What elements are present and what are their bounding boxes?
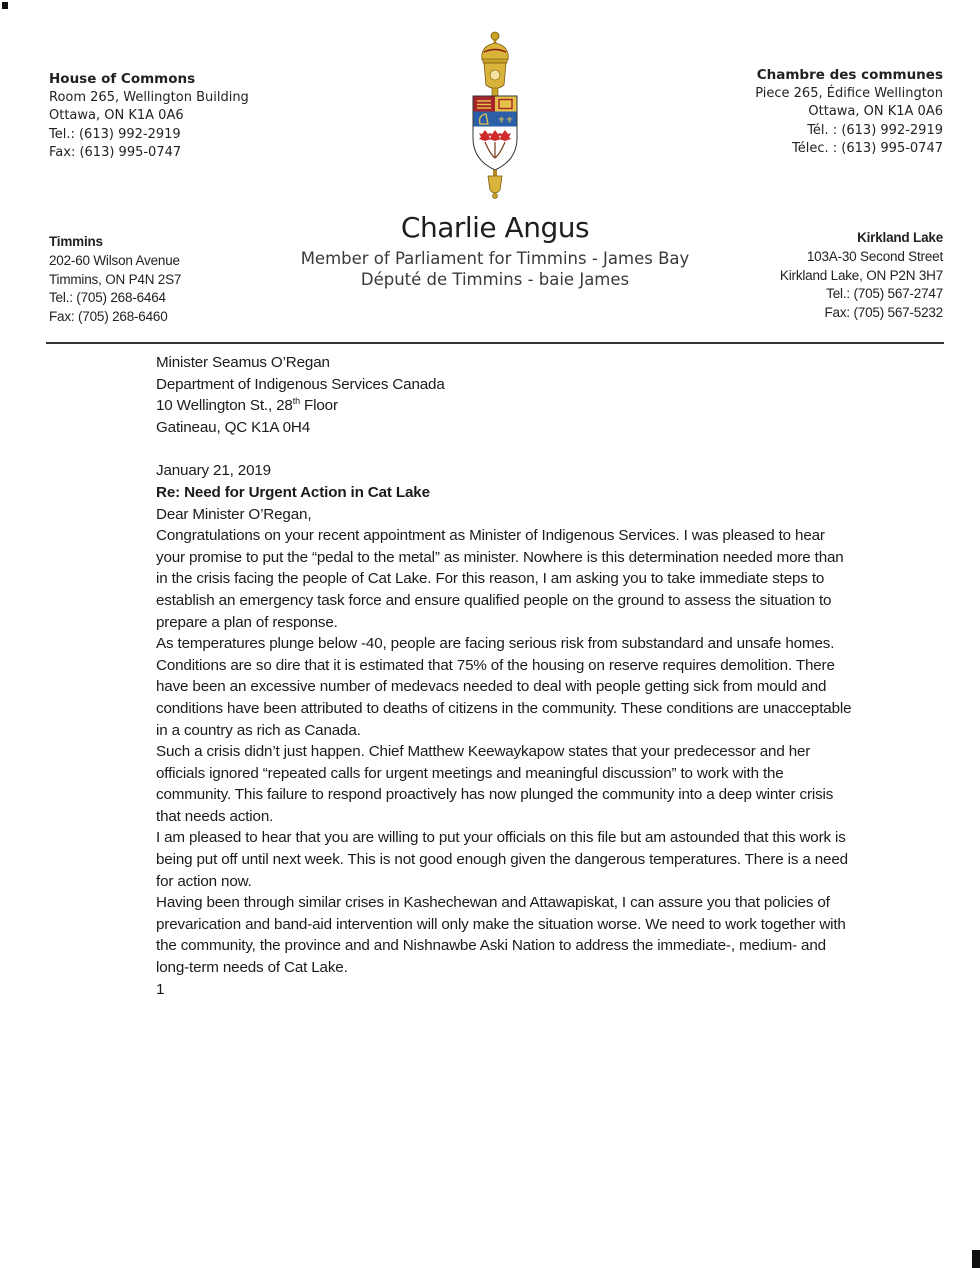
fax-line: Fax: (613) 995-0747 — [49, 145, 182, 160]
phone-line: Tél. : (613) 992-2919 — [807, 122, 943, 138]
phone-line: Tel.: (613) 992-2919 — [49, 126, 181, 142]
street-text: 10 Wellington St., 28 — [156, 397, 293, 415]
phone-line: Tel.: (705) 268-6464 — [49, 290, 166, 306]
address-line: Kirkland Lake, ON P2N 3H7 — [779, 267, 943, 283]
address-heading: Chambre des communes — [756, 67, 943, 83]
body-paragraph: Congratulations on your recent appointment as Minister of Indigenous Services. I was pleased to hear your promise to put the “pedal to the metal” as minister. Nowhere is this determination needed more than in the crisis facing the people of Cat Lake. For this reason, I am asking you to take immediate steps to establish an emergency task force and ensure qualified people on the ground to assess the situation to prepare a plan of response. — [156, 527, 844, 631]
address-line: Timmins, ON P4N 2S7 — [49, 271, 182, 287]
ordinal-suffix: th — [292, 396, 300, 407]
street-text: Floor — [299, 397, 338, 415]
body-paragraph: Such a crisis didn’t just happen. Chief Matthew Keewaykapow states that your predecessor and her officials ignored “repeated calls for urgent meetings and meaningful discussion” to work with the community. This failure to respond proactively has now plunged the community into a deep winter crisis that needs action. — [156, 743, 834, 825]
body-paragraph: I am pleased to hear that you are willing to put your officials on this file but am astounded that this work is being put off until next week. This is not good enough given the dangerous temperatures. There is a need for action now. — [156, 829, 848, 890]
kirkland-lake-address — [780, 229, 943, 323]
recipient-department: Department of Indigenous Services Canada — [156, 375, 445, 393]
phone-line: Tel.: (705) 567-2747 — [826, 286, 943, 302]
address-line: Piece 265, Édifice Wellington — [755, 85, 943, 101]
body-paragraph: As temperatures plunge below -40, people are facing serious risk from substandard and unsafe homes. Conditions are so dire that it is estimated that 75% of the housing on reserve requires demolition. There have been an excessive number of medevacs needed to deal with people getting sick from mould and conditions have been attributed to deaths of citizens in the community. These conditions are unacceptable in a country as rich as Canada. — [156, 635, 852, 739]
fax-line: Fax: (705) 268-6460 — [49, 309, 168, 325]
mp-title-en: Member of Parliament for Timmins - James Bay — [300, 249, 690, 268]
page-number: 1 — [156, 980, 165, 998]
mp-name: Charlie Angus — [400, 211, 590, 244]
letter-date: January 21, 2019 — [156, 462, 271, 480]
salutation: Dear Minister O’Regan, — [156, 505, 312, 523]
fax-line: Télec. : (613) 995-0747 — [792, 141, 943, 156]
address-line: Room 265, Wellington Building — [49, 89, 249, 105]
mp-title-fr: Député de Timmins - baie James — [360, 270, 630, 289]
recipient-address — [156, 352, 856, 438]
address-line: Ottawa, ON K1A 0A6 — [49, 108, 184, 123]
timmins-address — [49, 233, 181, 327]
scan-registration-mark — [2, 2, 8, 9]
house-of-commons-mace-crest-icon — [460, 30, 530, 200]
scan-registration-mark — [972, 1250, 980, 1268]
letterhead-divider — [46, 342, 944, 344]
address-heading: House of Commons — [49, 71, 196, 87]
svg-text:⚜⚜: ⚜⚜ — [497, 116, 514, 126]
body-paragraph: Having been through similar crises in Kashechewan and Attawapiskat, I can assure you that policies of prevarication and band-aid intervention will only make the situation worse. We need to work together with the community, the province and and Nishnawbe Aski Nation to address the immediate-, medium- and long-term needs of Cat Lake. — [156, 894, 846, 977]
fax-line: Fax: (705) 567-5232 — [824, 305, 943, 321]
address-heading: Kirkland Lake — [857, 230, 943, 245]
mp-name-block — [250, 208, 740, 290]
letter-subject: Re: Need for Urgent Action in Cat Lake — [156, 483, 430, 501]
recipient-street — [156, 395, 856, 417]
address-line: Ottawa, ON K1A 0A6 — [808, 104, 943, 119]
ottawa-address-en — [49, 70, 249, 163]
address-line: 202-60 Wilson Avenue — [49, 252, 180, 268]
recipient-name: Minister Seamus O’Regan — [156, 354, 330, 371]
ottawa-address-fr — [755, 66, 943, 159]
address-heading: Timmins — [49, 234, 103, 249]
recipient-city: Gatineau, QC K1A 0H4 — [156, 418, 311, 436]
address-line: 103A-30 Second Street — [806, 248, 943, 264]
letter-body — [156, 352, 856, 1000]
